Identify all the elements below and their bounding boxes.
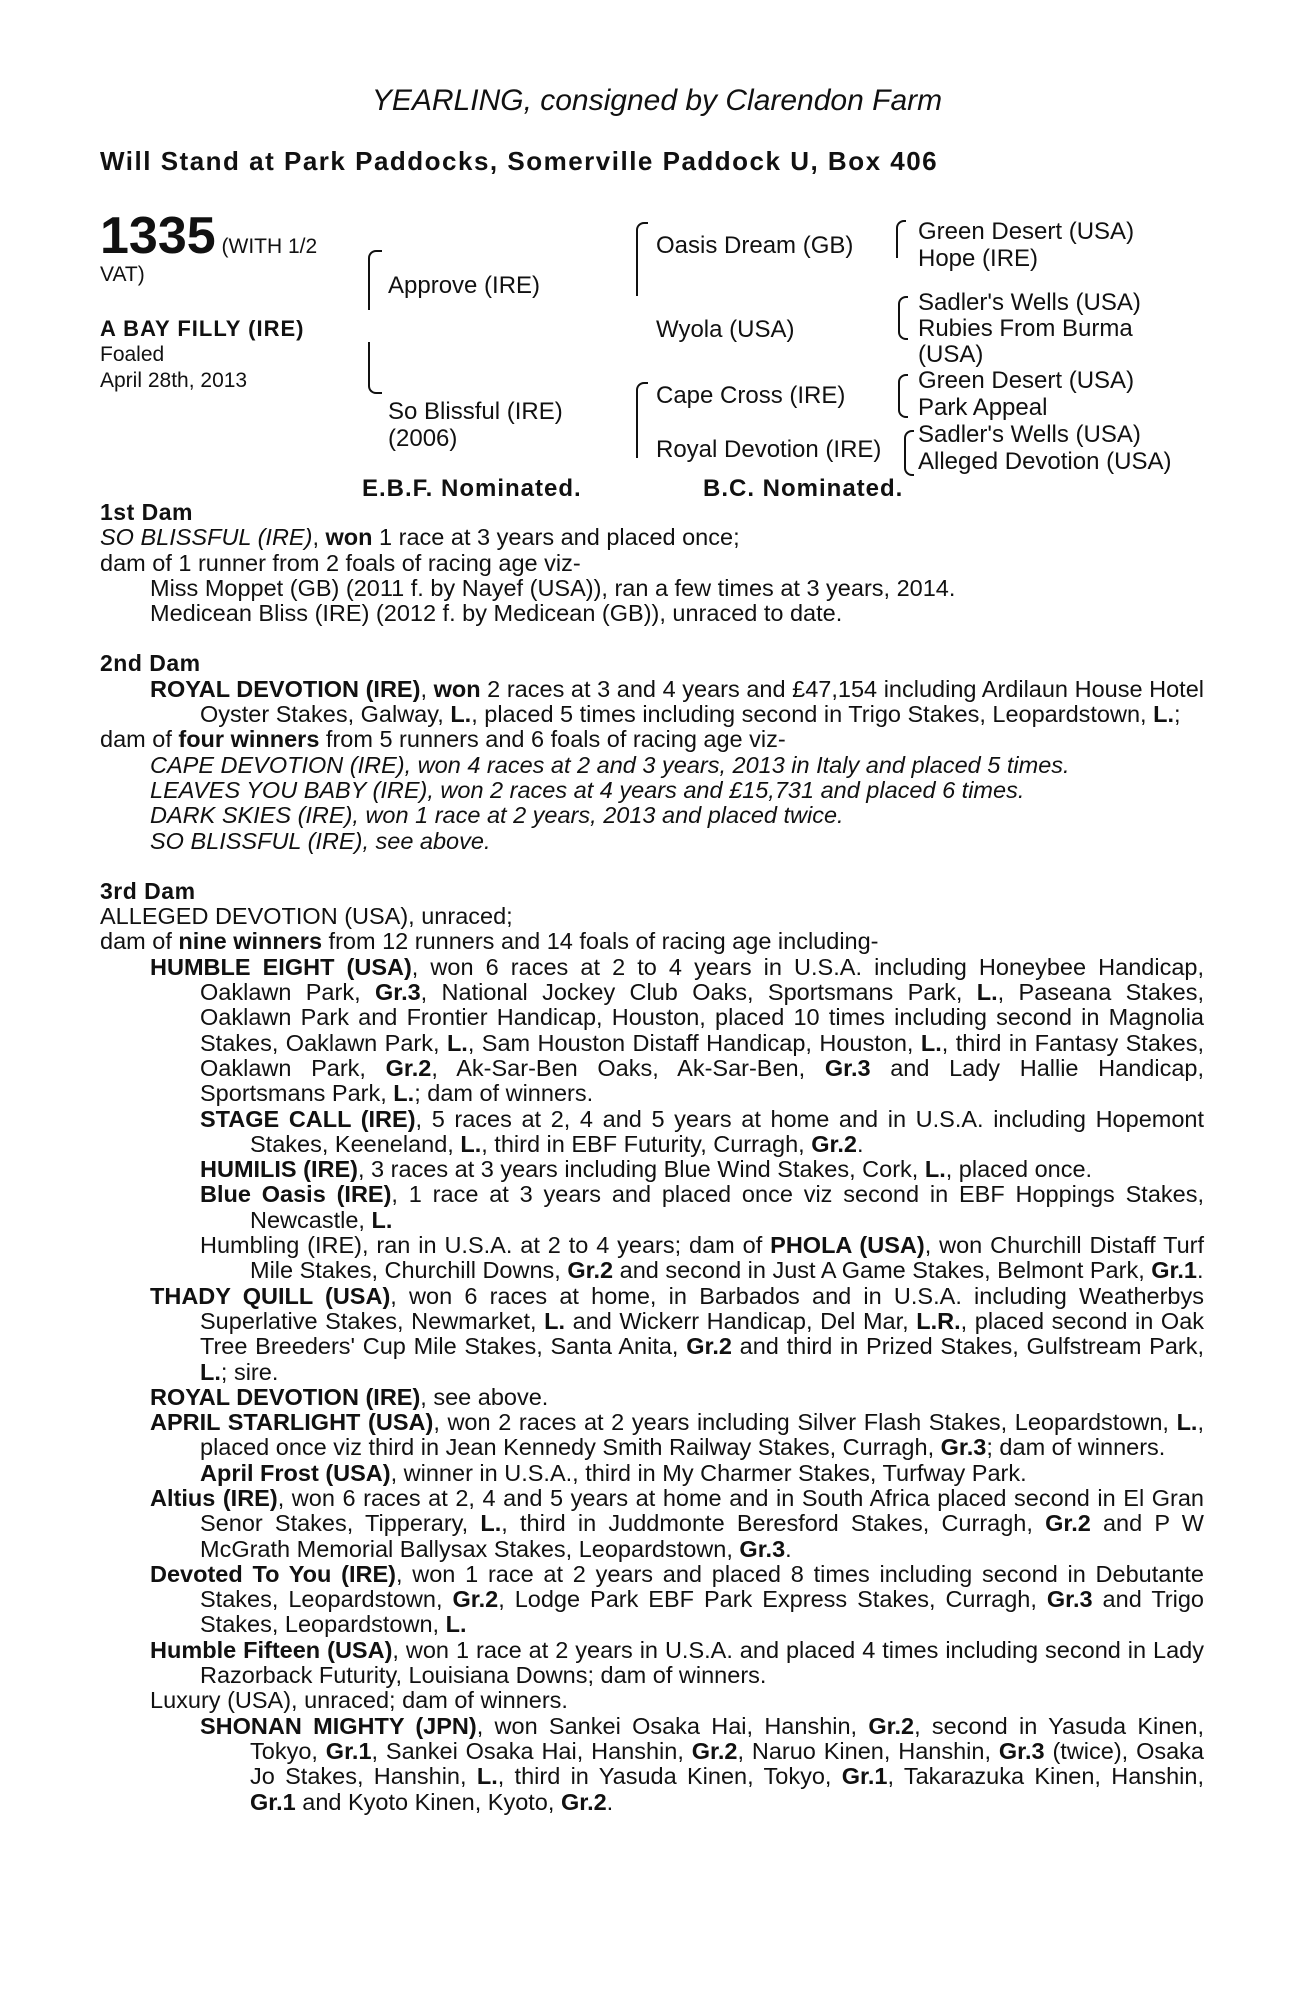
vat-note: (WITH 1/2 bbox=[221, 235, 318, 258]
third-dam-line: ALLEGED DEVOTION (USA), unraced; bbox=[100, 903, 513, 930]
grand-produce-entry: Blue Oasis (IRE), 1 race at 3 years and placed once viz second in EBF Hoppings Stakes, Newcastle, L. bbox=[200, 1181, 1204, 1233]
pedigree-dsd: Park Appeal bbox=[918, 394, 1048, 421]
grand-produce-entry: STAGE CALL (IRE), 5 races at 2, 4 and 5 years at home and in U.S.A. including Hopemont Stakes, Keeneland, L., third in EBF Futurity, Curragh, Gr.2. bbox=[200, 1105, 1205, 1157]
pedigree-brace bbox=[898, 296, 908, 340]
pedigree-brace bbox=[898, 374, 908, 418]
produce-entry: Humble Fifteen (USA), won 1 race at 2 years in U.S.A. and placed 4 times including second in Lady Razorback Futurity, Louisiana Downs; dam of winners. bbox=[150, 1636, 1205, 1689]
pedigree-brace bbox=[368, 250, 382, 310]
produce-entry: Miss Moppet (GB) (2011 f. by Nayef (USA)), ran a few times at 3 years, 2014. bbox=[150, 574, 956, 601]
pedigree-dam-dam: Royal Devotion (IRE) bbox=[656, 436, 882, 463]
produce-entry: LEAVES YOU BABY (IRE), won 2 races at 4 years and £15,731 and placed 6 times. bbox=[150, 776, 1025, 803]
produce-entry: HUMBLE EIGHT (USA), won 6 races at 2 to 4 years in U.S.A. including Honeybee Handicap, Oaklawn Park, Gr.3, National Jockey Club Oaks, Sportsmans Park, L., Paseana Stakes, Oaklawn Park and Frontier Handicap, Houston, placed 10 times including second in Magnolia Stakes, Oaklawn Park, L., Sam Houston Distaff Handicap, Houston, L., third in Fantasy Stakes, Oaklawn Park, Gr.2, Ak-Sar-Ben Oaks, Ak-Sar-Ben, Gr.3 and Lady Hallie Handicap, Sportsmans Park, L.; dam of winners. bbox=[150, 953, 1204, 1107]
ebf-nominated: E.B.F. Nominated. bbox=[362, 475, 582, 502]
pedigree-sire-dam: Wyola (USA) bbox=[656, 316, 795, 343]
second-dam-produce-summary: dam of four winners from 5 runners and 6 foals of racing age viz- bbox=[100, 726, 786, 753]
second-dam-heading: 2nd Dam bbox=[100, 650, 201, 677]
produce-entry: DARK SKIES (IRE), won 1 race at 2 years, 2013 and placed twice. bbox=[150, 802, 844, 829]
foaled-date: April 28th, 2013 bbox=[100, 369, 248, 392]
vat-note-cont: VAT) bbox=[100, 263, 145, 286]
pedigree-brace bbox=[368, 342, 382, 394]
pedigree-sds: Sadler's Wells (USA) bbox=[918, 289, 1141, 316]
pedigree-dds: Sadler's Wells (USA) bbox=[918, 421, 1141, 448]
pedigree-dam-sire: Cape Cross (IRE) bbox=[656, 382, 846, 409]
first-dam-line: SO BLISSFUL (IRE), won 1 race at 3 years and placed once; bbox=[100, 524, 740, 551]
pedigree-sire-sire: Oasis Dream (GB) bbox=[656, 232, 854, 259]
dam-sections bbox=[100, 500, 1204, 1815]
grand-produce-entry: HUMILIS (IRE), 3 races at 3 years including Blue Wind Stakes, Cork, L., placed once. bbox=[200, 1156, 1093, 1183]
foaled-label: Foaled bbox=[100, 343, 165, 366]
produce-entry: CAPE DEVOTION (IRE), won 4 races at 2 and 3 years, 2013 in Italy and placed 5 times. bbox=[150, 751, 1070, 778]
pedigree-ddd: Alleged Devotion (USA) bbox=[918, 448, 1172, 475]
pedigree-dam-year: (2006) bbox=[388, 425, 458, 452]
pedigree-dam: So Blissful (IRE) bbox=[388, 398, 563, 425]
second-dam-line: ROYAL DEVOTION (IRE), won 2 races at 3 and 4 years and £47,154 including Ardilaun House Hotel Oyster Stakes, Galway, L., placed 5 times including second in Trigo Stakes, Leopardstown, L.; bbox=[150, 675, 1204, 728]
pedigree-sire: Approve (IRE) bbox=[388, 272, 541, 299]
pedigree-ssd: Hope (IRE) bbox=[918, 245, 1039, 272]
stand-location: Will Stand at Park Paddocks, Somerville Paddock U, Box 406 bbox=[100, 146, 939, 176]
produce-entry: Medicean Bliss (IRE) (2012 f. by Medicean (GB)), unraced to date. bbox=[150, 600, 843, 627]
lot-description: A BAY FILLY (IRE) bbox=[100, 316, 305, 341]
bc-nominated: B.C. Nominated. bbox=[703, 475, 904, 502]
produce-entry: APRIL STARLIGHT (USA), won 2 races at 2 years including Silver Flash Stakes, Leopardstown, L., placed once viz third in Jean Kennedy Smith Railway Stakes, Curragh, Gr.3; dam of winners. bbox=[150, 1409, 1204, 1461]
pedigree-brace bbox=[904, 430, 914, 476]
pedigree-brace bbox=[636, 222, 648, 296]
grand-produce-entry: April Frost (USA), winner in U.S.A., third in My Charmer Stakes, Turfway Park. bbox=[200, 1459, 1027, 1486]
produce-entry: Devoted To You (IRE), won 1 race at 2 years and placed 8 times including second in Debutante Stakes, Leopardstown, Gr.2, Lodge Park EBF Park Express Stakes, Curragh, Gr.3 and Trigo Stakes, Leopardstown, L. bbox=[150, 1560, 1204, 1638]
pedigree-dss: Green Desert (USA) bbox=[918, 367, 1135, 394]
pedigree-brace bbox=[896, 220, 906, 258]
pedigree-brace bbox=[636, 382, 648, 458]
pedigree-sdd: Rubies From Burma bbox=[918, 315, 1133, 342]
grand-produce-entry: Humbling (IRE), ran in U.S.A. at 2 to 4 years; dam of PHOLA (USA), won Churchill Distaff Turf Mile Stakes, Churchill Downs, Gr.2 and second in Just A Game Stakes, Belmont Park, Gr.1. bbox=[200, 1232, 1204, 1284]
produce-entry: SO BLISSFUL (IRE), see above. bbox=[150, 827, 491, 854]
produce-entry: THADY QUILL (USA), won 6 races at home, in Barbados and in U.S.A. including Weatherbys Superlative Stakes, Newmarket, L. and Wickerr Handicap, Del Mar, L.R., placed second in Oak Tree Breeders' Cup Mile Stakes, Santa Anita, Gr.2 and third in Prized Stakes, Gulfstream Park, L.; sire. bbox=[150, 1282, 1205, 1385]
third-dam-produce-summary: dam of nine winners from 12 runners and 14 foals of racing age including- bbox=[100, 928, 879, 955]
first-dam-produce-summary: dam of 1 runner from 2 foals of racing age viz- bbox=[100, 549, 581, 576]
lot-info bbox=[100, 207, 350, 394]
lot-number: 1335 bbox=[100, 207, 216, 265]
third-dam-heading: 3rd Dam bbox=[100, 877, 196, 904]
pedigree-sss: Green Desert (USA) bbox=[918, 218, 1135, 245]
pedigree-sdd-cont: (USA) bbox=[918, 341, 984, 368]
produce-entry: Luxury (USA), unraced; dam of winners. bbox=[150, 1687, 568, 1714]
produce-entry: Altius (IRE), won 6 races at 2, 4 and 5 years at home and in South Africa placed second in El Gran Senor Stakes, Tipperary, L., third in Juddmonte Beresford Stakes, Curragh, Gr.2 and P W McGrath Memorial Ballysax Stakes, Leopardstown, Gr.3. bbox=[150, 1484, 1204, 1562]
first-dam-heading: 1st Dam bbox=[100, 499, 193, 525]
produce-entry: ROYAL DEVOTION (IRE), see above. bbox=[150, 1383, 549, 1410]
page-title: YEARLING, consigned by Clarendon Farm bbox=[371, 84, 943, 117]
grand-produce-entry: SHONAN MIGHTY (JPN), won Sankei Osaka Hai, Hanshin, Gr.2, second in Yasuda Kinen, Tokyo, Gr.1, Sankei Osaka Hai, Hanshin, Gr.2, Naruo Kinen, Hanshin, Gr.3 (twice), Osaka Jo Stakes, Hanshin, L., third in Yasuda Kinen, Tokyo, Gr.1, Takarazuka Kinen, Hanshin, Gr.1 and Kyoto Kinen, Kyoto, Gr.2. bbox=[200, 1712, 1205, 1815]
